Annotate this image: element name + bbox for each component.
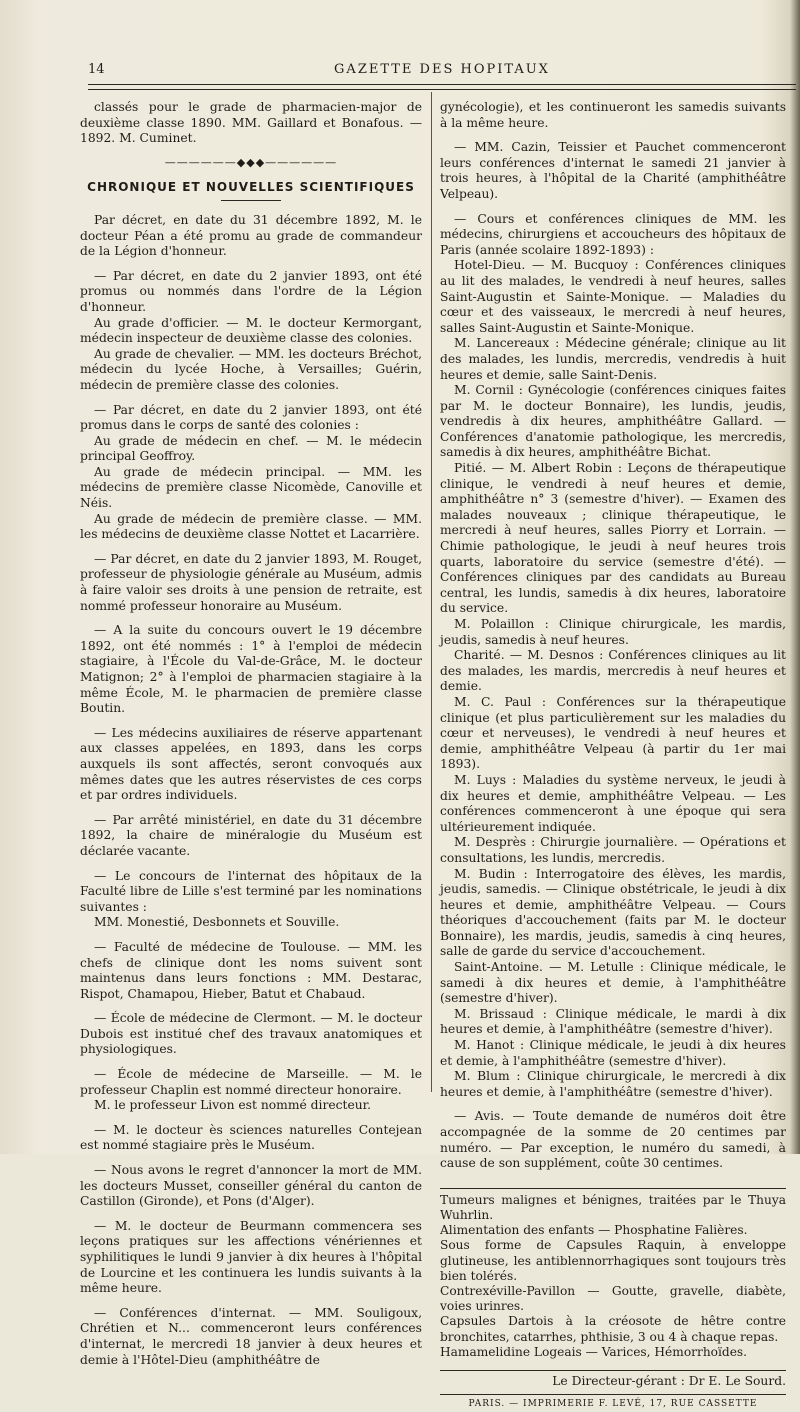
advertisements [440,1188,786,1360]
paragraph: M. Hanot : Clinique médicale, le jeudi à dix heures et demie, à l'amphithéâtre (semestre d'hiver). [440,1038,786,1068]
ad-item: Sous forme de Capsules Raquin, à enveloppe glutineuse, les antiblennorrhagiques sont toujours très bien tolérés. [440,1238,786,1283]
ad-item: Contrexéville-Pavillon — Goutte, gravelle, diabète, voies urinres. [440,1284,786,1314]
paragraph: Charité. — M. Desnos : Conférences cliniques au lit des malades, les mardis, mercredis à neuf heures et demie. [440,648,786,694]
ad-item: Alimentation des enfants — Phosphatine Falières. [440,1223,748,1238]
section-title-rule [221,200,281,201]
running-title: GAZETTE DES HOPITAUX [334,62,550,77]
paragraph: Au grade de médecin de première classe. — MM. les médecins de deuxième classe Nottet et Lacarrière. [80,511,422,542]
paragraph: M. Blum : Clinique chirurgicale, le mercredi à dix heures et demie, à l'amphithéâtre (semestre d'hiver). [440,1069,786,1099]
paragraph: — Par décret, en date du 2 janvier 1893, ont été promus ou nommés dans l'ordre de la Légion d'honneur. [80,268,422,314]
column-divider [431,92,432,1092]
section-title: CHRONIQUE ET NOUVELLES SCIENTIFIQUES [87,180,415,195]
paragraph: Au grade d'officier. — M. le docteur Kermorgant, médecin inspecteur de deuxième classe des colonies. [80,315,422,346]
left-column [80,100,422,1368]
paragraph: Au grade de chevalier. — MM. les docteurs Bréchot, médecin du lycée Hoche, à Versailles; Guérin, médecin de première classe des colonies. [80,346,422,392]
paragraph: — Le concours de l'internat des hôpitaux de la Faculté libre de Lille s'est terminé par les nominations suivantes : [80,868,422,914]
running-header [88,58,796,82]
paragraph: Au grade de médecin en chef. — M. le médecin principal Geoffroy. [80,433,422,464]
paragraph: — Par décret, en date du 2 janvier 1893, ont été promus dans le corps de santé des colonies : [80,402,422,433]
paragraph: Par décret, en date du 31 décembre 1892, M. le docteur Péan a été promu au grade de commandeur de la Légion d'honneur. [80,212,422,259]
director-signature: Le Directeur-gérant : Dr E. Le Sourd. [440,1370,786,1390]
paragraph: M. C. Paul : Conférences sur la thérapeutique clinique (et plus particulièrement sur les maladies du cœur et nerveuses), le vendredi à neuf heures et demie, amphithéâtre Velpeau (à partir du 1er mai 1893). [440,694,786,772]
paragraph: — Les médecins auxiliaires de réserve appartenant aux classes appelées, en 1893, dans les corps auxquels ils sont affectés, seront convoqués aux mêmes dates que les autres réservistes de ces corps et par ordres individuels. [80,725,422,803]
paragraph: — M. le docteur ès sciences naturelles Contejean est nommé stagiaire près le Muséum. [80,1122,422,1153]
paragraph: M. le professeur Livon est nommé directeur. [94,1098,372,1113]
paragraph: — A la suite du concours ouvert le 19 décembre 1892, ont été nommés : 1° à l'emploi de médecin stagiaire, à l'École du Val-de-Grâce, M. le docteur Matignon; 2° à l'emploi de pharmacien stagiaire à la même École, M. le pharmacien de première classe Boutin. [80,623,422,716]
paragraph: — École de médecine de Clermont. — M. le docteur Dubois est institué chef des travaux anatomiques et physiologiques. [80,1011,422,1057]
paragraph: M. Polaillon : Clinique chirurgicale, les mardis, jeudis, samedis à neuf heures. [440,617,786,647]
paragraph: MM. Monestié, Desbonnets et Souville. [94,915,340,930]
ad-item: Tumeurs malignes et bénignes, traitées par le Thuya Wuhrlin. [440,1192,786,1222]
paragraph: — M. le docteur de Beurmann commencera ses leçons pratiques sur les affections vénériennes et syphilitiques le lundi 9 janvier à dix heures à l'hôpital de Lourcine et les continuera les lundis suivants à la même heure. [80,1218,422,1296]
paragraph: — École de médecine de Marseille. — M. le professeur Chaplin est nommé directeur honoraire. [80,1067,422,1097]
intro-paragraph: classés pour le grade de pharmacien-major de deuxième classe 1890. MM. Gaillard et Bonafous. — 1892. M. Cuminet. [80,100,422,146]
paragraph: Saint-Antoine. — M. Letulle : Clinique médicale, le samedi à dix heures et demie, à l'amphithéâtre (semestre d'hiver). [440,960,786,1006]
paragraph: M. Brissaud : Clinique médicale, le mardi à dix heures et demie, à l'amphithéâtre (semestre d'hiver). [440,1006,786,1037]
paragraph: M. Desprès : Chirurgie journalière. — Opérations et consultations, les lundis, mercredis. [440,835,786,865]
paragraph: Au grade de médecin principal. — MM. les médecins de première classe Nicomède, Canoville et Néis. [80,464,422,511]
paragraph: Hotel-Dieu. — M. Bucquoy : Conférences cliniques au lit des malades, le vendredi à neuf heures, salles Saint-Augustin et Sainte-Monique. — Maladies du cœur et des vaisseaux, le mercredi à neuf heures, salles Saint-Augustin et Sainte-Monique. [440,258,786,335]
paragraph: M. Luys : Maladies du système nerveux, le jeudi à dix heures et demie, amphithéâtre Velpeau. — Les conférences commenceront à une époque qui sera ultérieurement indiquée. [440,772,786,834]
notice-paragraph: — Avis. — Toute demande de numéros doit être accompagnée de la somme de 20 centimes par numéro. — Par exception, le numéro du samedi, à cause de son supplément, coûte 30 centimes. [440,1109,786,1171]
paragraph: — Conférences d'internat. — MM. Souligoux, Chrétien et N... commenceront leurs conférences d'internat, le mercredi 18 janvier à deux heures et demie à l'Hôtel-Dieu (amphithéâtre de [80,1305,422,1367]
paragraph: gynécologie), et les continueront les samedis suivants à la même heure. [440,100,786,130]
paragraph: — MM. Cazin, Teissier et Pauchet commenceront leurs conférences d'internat le samedi 21 janvier à trois heures, à l'hôpital de la Charité (amphithéâtre Velpeau). [440,140,786,201]
right-column [440,100,786,1412]
ad-item: Capsules Dartois à la créosote de hêtre contre bronchites, catarrhes, phthisie, 3 ou 4 à chaque repas. [440,1314,786,1344]
page-number: 14 [88,62,105,77]
ad-item: Hamamelidine Logeais — Varices, Hémorrhoïdes. [440,1344,748,1359]
paragraph: — Cours et conférences cliniques de MM. les médecins, chirurgiens et accoucheurs des hôpitaux de Paris (année scolaire 1892-1893) : [440,211,786,257]
paragraph: Pitié. — M. Albert Robin : Leçons de thérapeutique clinique, le vendredi à neuf heures et demie, amphithéâtre n° 3 (semestre d'hiver). — Examen des malades nouveaux ; clinique thérapeutique, le mercredi à neuf heures, salles Piorry et Lorrain. — Chimie pathologique, le jeudi à neuf heures trois quarts, laboratoire du service (semestre d'été). — Conférences cliniques par des candidats au Bureau central, les lundis, samedis à dix heures, laboratoire du service. [440,461,786,616]
paragraph: — Par arrêté ministériel, en date du 31 décembre 1892, la chaire de minéralogie du Muséum est déclarée vacante. [80,812,422,858]
paragraph: — Faculté de médecine de Toulouse. — MM. les chefs de clinique dont les noms suivent sont maintenus dans leurs fonctions : MM. Destarac, Rispot, Chamapou, Hieber, Batut et Chabaud. [80,939,422,1001]
paragraph: — Nous avons le regret d'annoncer la mort de MM. les docteurs Musset, conseiller général du canton de Castillon (Gironde), et Pons (d'Alger). [80,1163,422,1209]
paragraph: M. Budin : Interrogatoire des élèves, les mardis, jeudis, samedis. — Clinique obstétricale, le jeudi à dix heures et demie, amphithéâtre Velpeau. — Cours théoriques d'accouchement (faits par M. le docteur Bonnaire), les mardis, jeudis, samedis à cinq heures, salle de garde du service d'accouchement. [440,866,786,959]
paragraph: M. Cornil : Gynécologie (conférences ciniques faites par M. le docteur Bonnaire), les lundis, jeudis, vendredis à dix heures, amphithéâtre Gallard. — Conférences d'anatomie pathologique, les mercredis, samedis à dix heures, amphithéâtre Bichat. [440,383,786,460]
paragraph: — Par décret, en date du 2 janvier 1893, M. Rouget, professeur de physiologie générale au Muséum, admis à faire valoir ses droits à une pension de retraite, est nommé professeur honoraire au Muséum. [80,551,422,613]
header-rule [88,84,796,90]
printer-imprint: PARIS. — IMPRIMERIE F. LEVÉ, 17, RUE CASSETTE [440,1394,786,1412]
ornament-divider: ——————◆◆◆—————— [164,155,338,169]
paragraph: M. Lancereaux : Médecine générale; clinique au lit des malades, les lundis, mercredis, vendredis à huit heures et demie, salle Saint-Denis. [440,336,786,382]
